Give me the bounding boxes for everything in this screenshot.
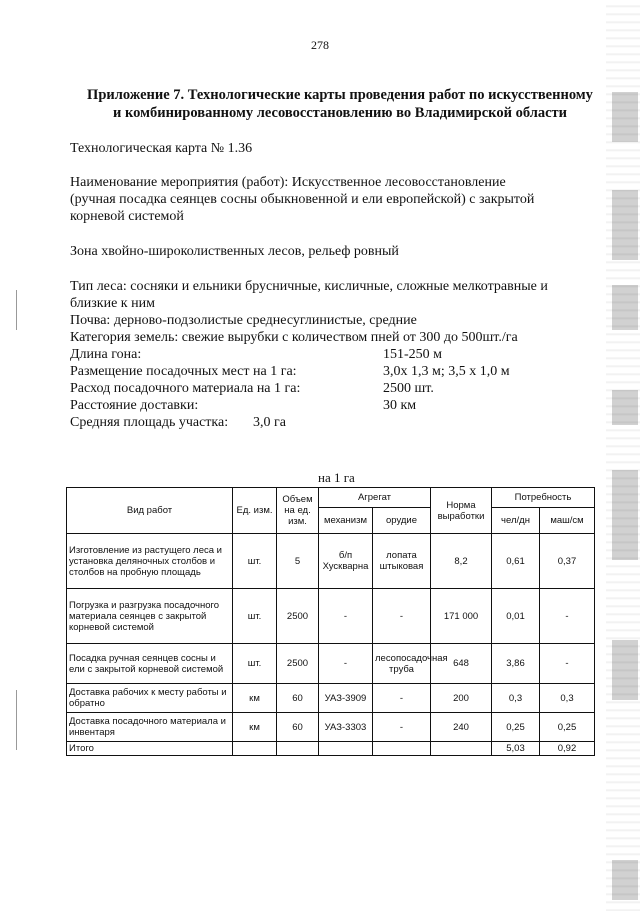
cell-empty (277, 742, 319, 756)
distance-label: Расстояние доставки: (70, 398, 199, 413)
scan-smudge (612, 640, 638, 700)
forest-type-line: близкие к ним (70, 296, 155, 311)
cell-volume: 2500 (277, 644, 319, 684)
cell-man-days: 0,01 (492, 589, 540, 644)
cell-work: Погрузка и разгрузка посадочного материала сеянцев с закрытой корневой системой (67, 589, 233, 644)
cell-machine-shifts: 0,25 (540, 713, 595, 742)
cell-mechanism: б/п Хускварна (319, 534, 373, 589)
cell-mechanism: УАЗ-3303 (319, 713, 373, 742)
soil-text: Почва: дерново-подзолистые среднесуглинистые, средние (70, 313, 417, 328)
cell-work: Доставка рабочих к месту работы и обратно (67, 684, 233, 713)
cell-norm: 200 (431, 684, 492, 713)
header-norm: Норма выработки (431, 488, 492, 534)
cell-man-days: 0,25 (492, 713, 540, 742)
cell-total-label: Итого (67, 742, 233, 756)
header-work: Вид работ (67, 488, 233, 534)
cell-norm: 240 (431, 713, 492, 742)
title-line: Приложение 7. Технологические карты проведения работ по искусственному (87, 87, 593, 103)
cell-empty (431, 742, 492, 756)
header-tool: орудие (373, 508, 431, 534)
scan-smudge (612, 860, 638, 900)
scan-smudge (612, 470, 638, 560)
cell-volume: 2500 (277, 589, 319, 644)
placement-label: Размещение посадочных мест на 1 га: (70, 364, 297, 379)
cell-unit: шт. (233, 589, 277, 644)
activity-line: Наименование мероприятия (работ): Искусственное лесовосстановление (70, 175, 506, 190)
cell-machine-shifts: - (540, 644, 595, 684)
table-caption: на 1 га (318, 470, 355, 485)
table-row (67, 713, 595, 742)
header-volume: Объем на ед. изм. (277, 488, 319, 534)
cell-norm: 171 000 (431, 589, 492, 644)
consumption-label: Расход посадочного материала на 1 га: (70, 381, 301, 396)
cell-tool: лопата штыковая (373, 534, 431, 589)
cell-volume: 5 (277, 534, 319, 589)
header-aggregate: Агрегат (319, 488, 431, 508)
cell-man-days: 3,86 (492, 644, 540, 684)
page-number: 278 (311, 38, 329, 52)
length-value: 151-250 м (383, 347, 443, 362)
card-title: Технологическая карта № 1.36 (70, 141, 253, 156)
cell-empty (319, 742, 373, 756)
scan-smudge (612, 390, 638, 425)
cell-total-man-days: 5,03 (492, 742, 540, 756)
cell-machine-shifts: - (540, 589, 595, 644)
cell-unit: км (233, 684, 277, 713)
zone-text: Зона хвойно-широколиственных лесов, рельеф ровный (70, 244, 399, 259)
page-title (60, 86, 620, 122)
cell-norm: 8,2 (431, 534, 492, 589)
cell-machine-shifts: 0,37 (540, 534, 595, 589)
cell-man-days: 0,61 (492, 534, 540, 589)
cell-machine-shifts: 0,3 (540, 684, 595, 713)
cell-work: Изготовление из растущего леса и установка деляночных столбов и столбов на пробную площадь (67, 534, 233, 589)
table-row (67, 534, 595, 589)
scan-smudge (612, 190, 638, 260)
table-row (67, 644, 595, 684)
cell-work: Доставка посадочного материала и инвентаря (67, 713, 233, 742)
cell-tool: - (373, 713, 431, 742)
technology-table (66, 487, 595, 756)
cell-tool: - (373, 684, 431, 713)
title-line: и комбинированному лесовосстановлению во Владимирской области (112, 105, 568, 121)
scan-smudge (612, 285, 638, 330)
area-value: 3,0 га (253, 415, 286, 430)
table-row (67, 684, 595, 713)
cell-unit: шт. (233, 534, 277, 589)
margin-line (16, 690, 17, 750)
table-total-row (67, 742, 595, 756)
header-man-days: чел/дн (492, 508, 540, 534)
cell-empty (233, 742, 277, 756)
cell-work: Посадка ручная сеянцев сосны и ели с закрытой корневой системой (67, 644, 233, 684)
cell-unit: шт. (233, 644, 277, 684)
header-machine-shifts: маш/см (540, 508, 595, 534)
header-need: Потребность (492, 488, 595, 508)
cell-empty (373, 742, 431, 756)
table-row (67, 589, 595, 644)
cell-man-days: 0,3 (492, 684, 540, 713)
cell-volume: 60 (277, 713, 319, 742)
header-mechanism: механизм (319, 508, 373, 534)
activity-line: (ручная посадка сеянцев сосны обыкновенной и ели европейской) с закрытой (70, 192, 535, 207)
placement-value: 3,0х 1,3 м; 3,5 х 1,0 м (383, 364, 510, 379)
cell-norm: 648 (431, 644, 492, 684)
consumption-value: 2500 шт. (383, 381, 434, 396)
length-label: Длина гона: (70, 347, 142, 362)
area-label: Средняя площадь участка: (70, 415, 229, 430)
cell-mechanism: УАЗ-3909 (319, 684, 373, 713)
cell-mechanism: - (319, 644, 373, 684)
cell-tool: - (373, 589, 431, 644)
forest-type-line: Тип леса: сосняки и ельники брусничные, кисличные, сложные мелкотравные и (70, 279, 548, 294)
cell-unit: км (233, 713, 277, 742)
cell-volume: 60 (277, 684, 319, 713)
cell-total-machine-shifts: 0,92 (540, 742, 595, 756)
cell-tool: лесопосадочная труба (373, 644, 431, 684)
activity-line: корневой системой (70, 209, 184, 224)
cell-mechanism: - (319, 589, 373, 644)
header-unit: Ед. изм. (233, 488, 277, 534)
margin-line (16, 290, 17, 330)
distance-value: 30 км (383, 398, 417, 413)
land-category-text: Категория земель: свежие вырубки с количеством пней от 300 до 500шт./га (70, 330, 518, 345)
